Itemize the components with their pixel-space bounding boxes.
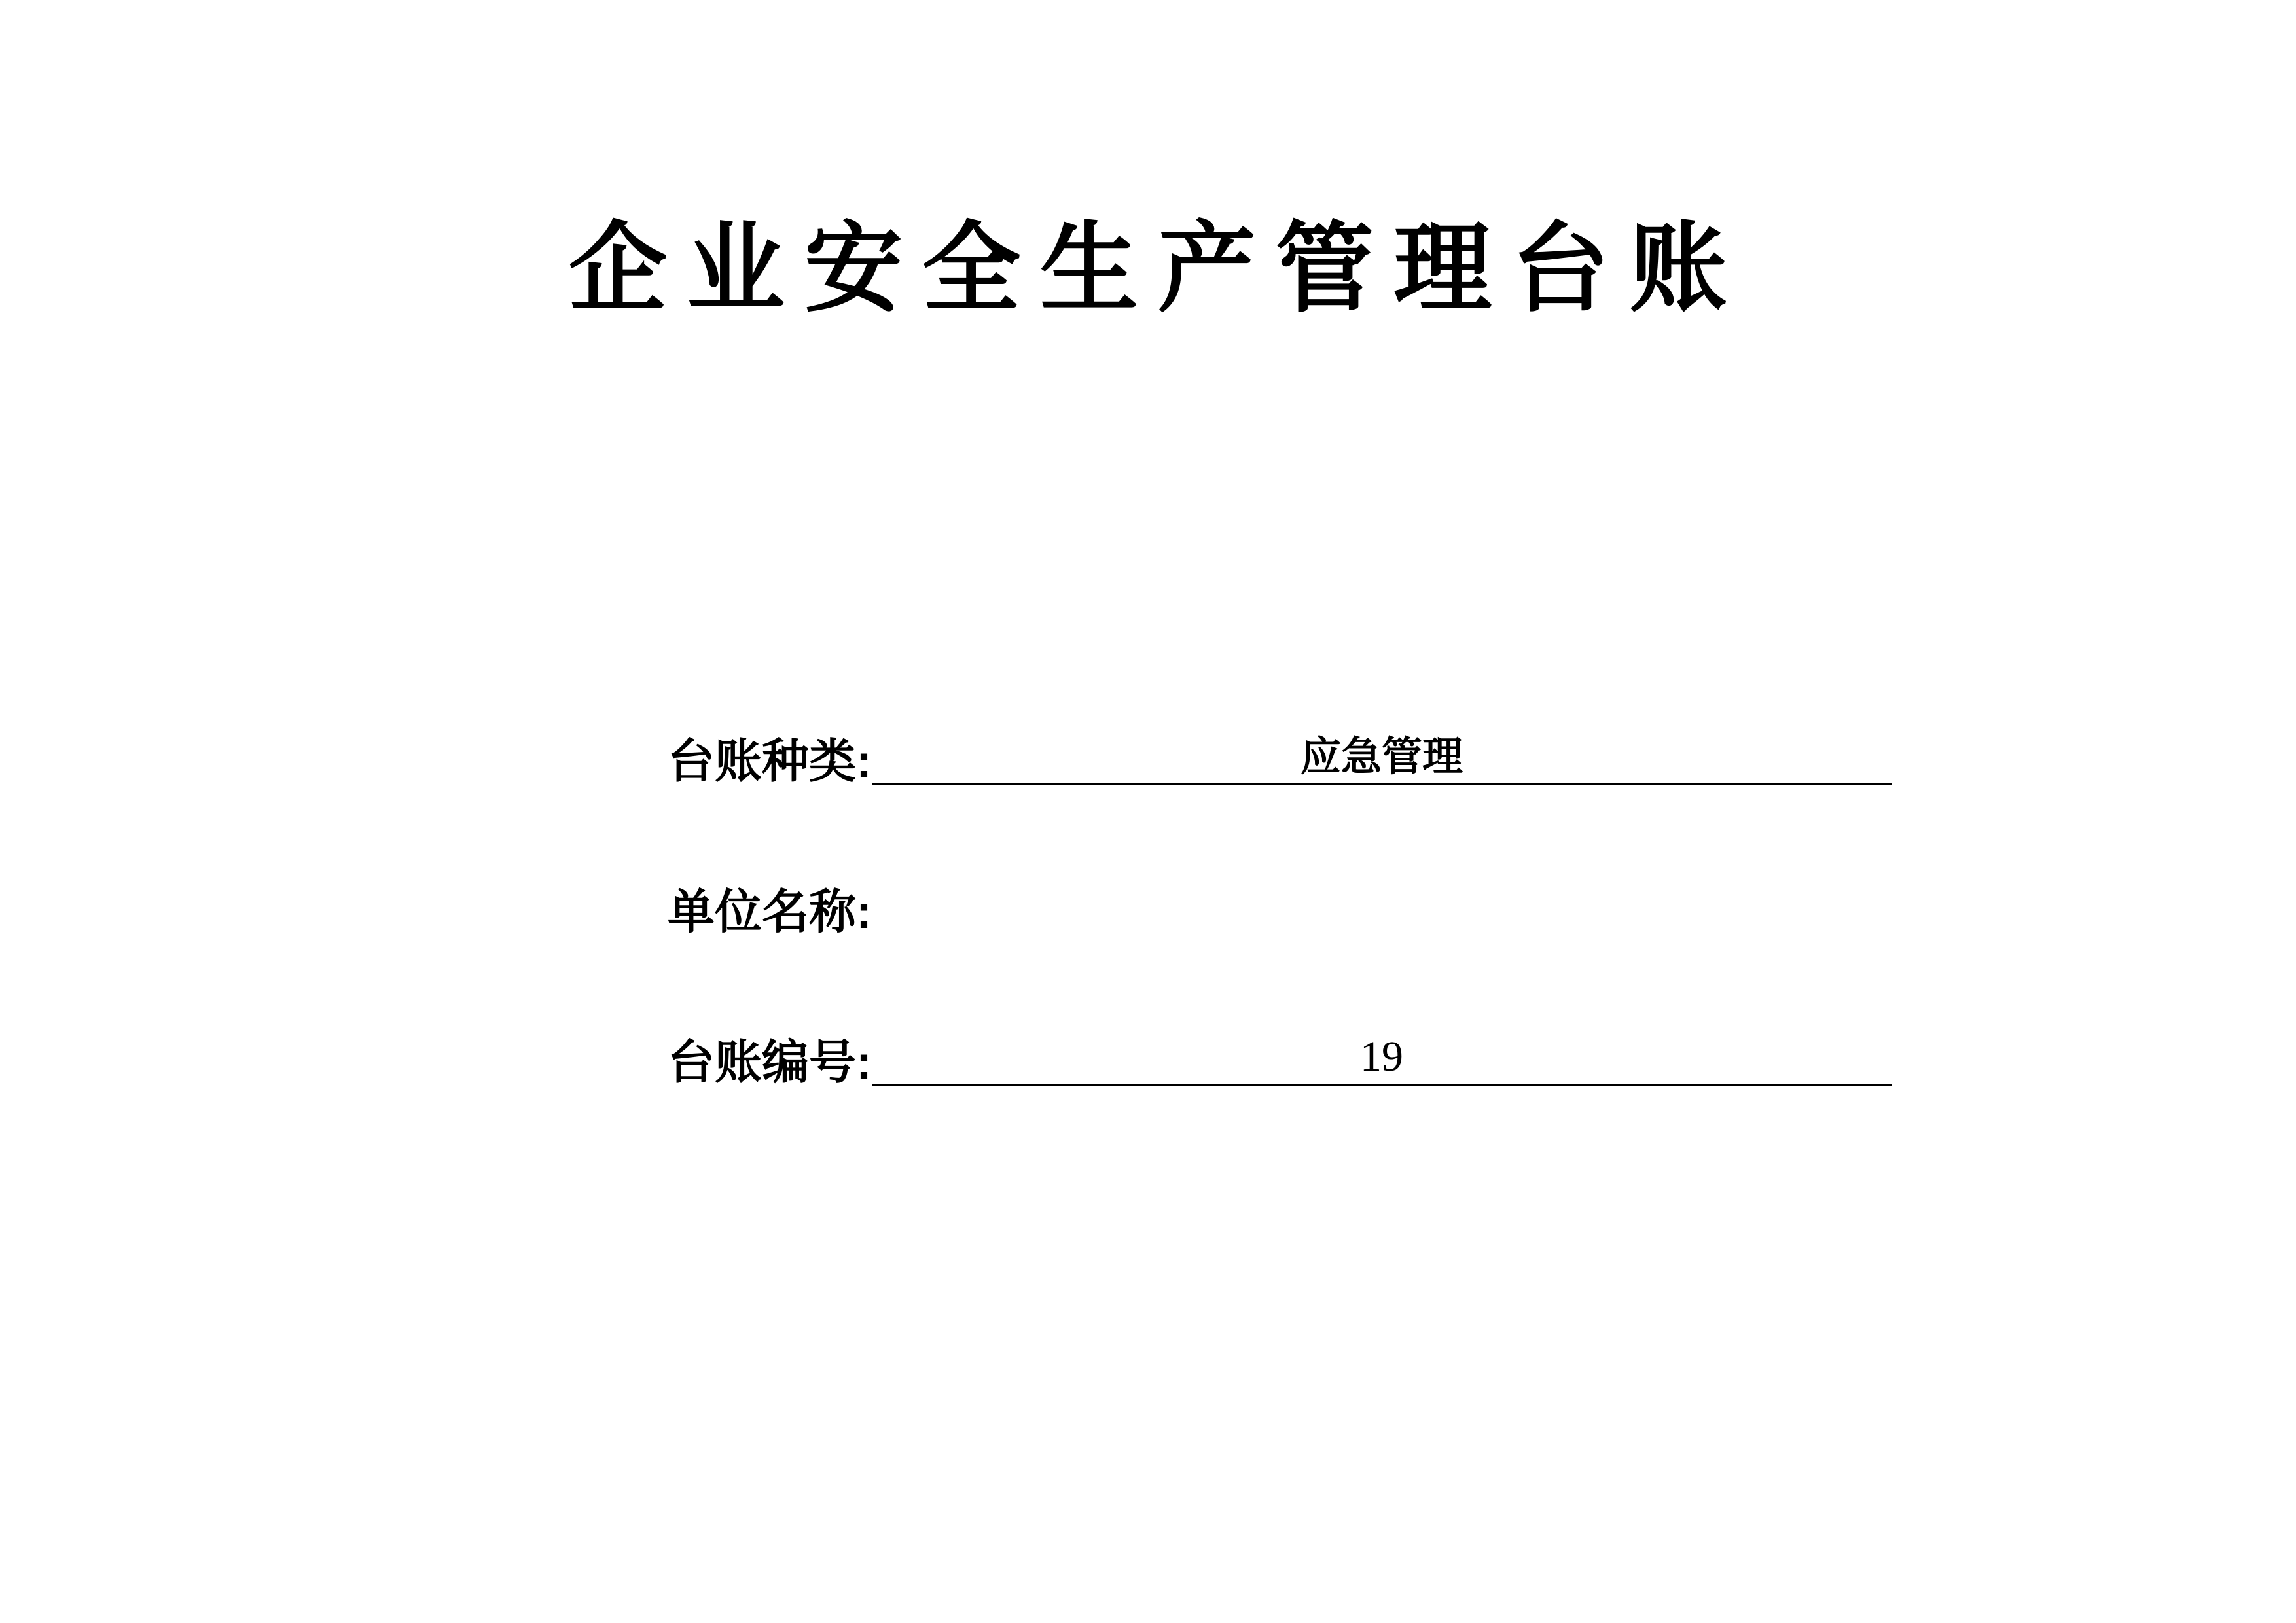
unit-name-label: 单位名称: <box>668 886 872 938</box>
unit-name-field[interactable] <box>872 870 1892 936</box>
field-row-unit-name <box>668 857 1892 936</box>
ledger-category-value: 应急管理 <box>1300 734 1463 779</box>
field-row-ledger-number <box>668 1008 1892 1089</box>
field-row-ledger-category <box>668 707 1892 788</box>
ledger-number-label: 台账编号: <box>668 1037 872 1089</box>
ledger-number-value: 19 <box>1359 1033 1403 1080</box>
ledger-number-field[interactable] <box>872 1018 1892 1086</box>
field-list <box>668 707 1892 1158</box>
ledger-category-field[interactable] <box>872 717 1892 785</box>
page-title: 企业安全生产管理台账 <box>568 213 1747 323</box>
ledger-category-label: 台账种类: <box>668 736 872 788</box>
